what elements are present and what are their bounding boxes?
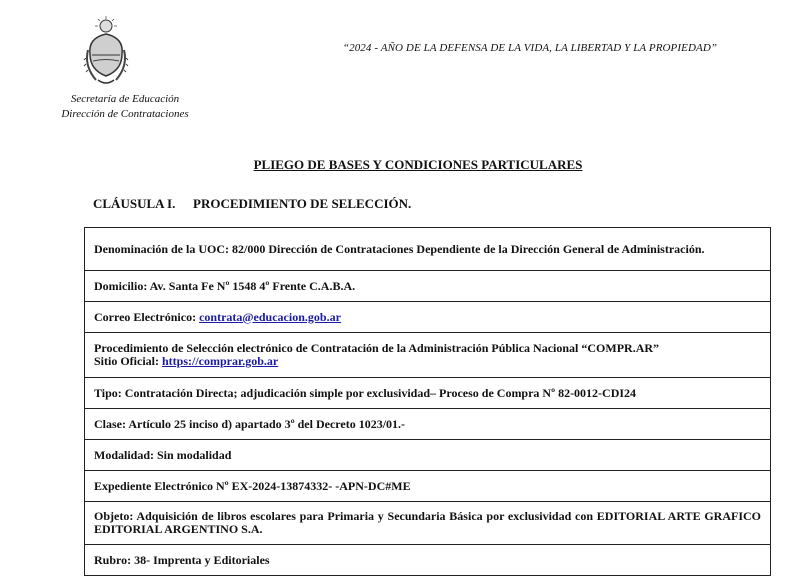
clause-number: CLÁUSULA I. <box>93 196 176 211</box>
table-row <box>85 333 771 378</box>
sitio-label: Sitio Oficial: <box>94 354 162 368</box>
table-row <box>85 228 771 271</box>
objeto-cell: Objeto: Adquisición de libros escolares para Primaria y Secundaria Básica por exclusividad con EDITORIAL ARTE GRAFICO EDITORIAL ARGENTINO S.A. <box>85 502 771 545</box>
procedimiento-cell <box>85 333 771 378</box>
clause-name: PROCEDIMIENTO DE SELECCIÓN. <box>193 196 412 211</box>
domicilio-cell: Domicilio: Av. Santa Fe Nº 1548 4º Frente C.A.B.A. <box>85 271 771 302</box>
year-motto: “2024 - AÑO DE LA DEFENSA DE LA VIDA, LA LIBERTAD Y LA PROPIEDAD” <box>342 42 718 54</box>
table-row <box>85 440 771 471</box>
issuer-direccion: Dirección de Contrataciones <box>61 108 189 120</box>
expediente-cell: Expediente Electrónico Nº EX-2024-13874332- -APN-DC#ME <box>85 471 771 502</box>
table-row <box>85 409 771 440</box>
table-row <box>85 271 771 302</box>
table-row <box>85 545 771 576</box>
table-row <box>85 378 771 409</box>
procedimiento-text: Procedimiento de Selección electrónico de Contratación de la Administración Pública Nacional “COMPR.AR” <box>94 341 660 355</box>
table-row <box>85 302 771 333</box>
tipo-cell: Tipo: Contratación Directa; adjudicación simple por exclusividad– Proceso de Compra Nº 82-0012-CDI24 <box>85 378 771 409</box>
clase-cell: Clase: Artículo 25 inciso d) apartado 3º del Decreto 1023/01.- <box>85 409 771 440</box>
table-row <box>85 502 771 545</box>
uoc-cell: Denominación de la UOC: 82/000 Dirección de Contrataciones Dependiente de la Dirección General de Administración. <box>85 228 771 271</box>
modalidad-cell: Modalidad: Sin modalidad <box>85 440 771 471</box>
rubro-cell: Rubro: 38- Imprenta y Editoriales <box>85 545 771 576</box>
correo-cell <box>85 302 771 333</box>
issuer-secretaria: Secretaría de Educación <box>70 93 180 105</box>
email-link[interactable]: contrata@educacion.gob.ar <box>199 309 341 324</box>
clause-heading <box>93 196 411 212</box>
document-title: PLIEGO DE BASES Y CONDICIONES PARTICULARES <box>253 157 583 172</box>
issuer-block <box>50 92 200 122</box>
sitio-line <box>94 355 761 368</box>
website-link[interactable]: https://comprar.gob.ar <box>162 354 279 368</box>
table-row <box>85 471 771 502</box>
correo-label: Correo Electrónico: <box>94 309 200 324</box>
procedure-table <box>84 227 771 576</box>
coat-of-arms-icon <box>82 14 130 90</box>
